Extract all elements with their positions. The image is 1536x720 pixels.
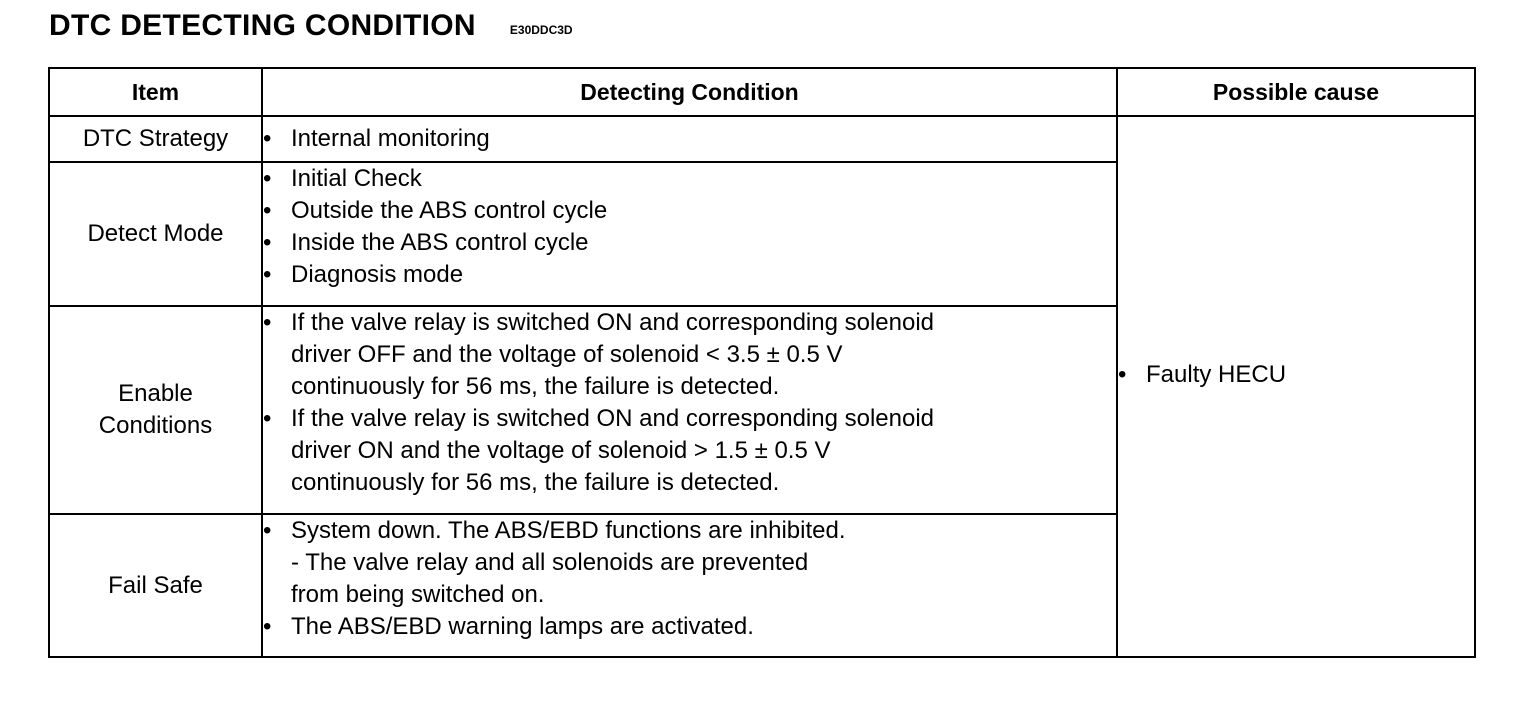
item-cell-dtc-strategy: DTC Strategy — [49, 116, 262, 162]
column-header-item: Item — [49, 68, 262, 116]
condition-item: • Outside the ABS control cycle — [263, 195, 1116, 227]
item-label-line: Enable — [118, 380, 193, 407]
condition-cell-dtc-strategy — [262, 116, 1117, 162]
possible-cause-cell — [1117, 116, 1475, 657]
condition-cell-enable-conditions — [262, 306, 1117, 514]
column-header-possible-cause: Possible cause — [1117, 68, 1475, 116]
condition-list — [263, 163, 1116, 291]
condition-item — [263, 403, 1116, 499]
condition-list — [263, 515, 1116, 643]
condition-line: driver ON and the voltage of solenoid > 1.5 ± 0.5 V — [291, 437, 831, 464]
condition-item: • Diagnosis mode — [263, 259, 1116, 291]
condition-line: • System down. The ABS/EBD functions are inhibited. — [291, 517, 846, 544]
possible-cause-text: • Faulty HECU — [1118, 359, 1474, 391]
condition-item — [263, 307, 1116, 403]
table-header-row — [49, 68, 1475, 116]
condition-line: from being switched on. — [291, 581, 545, 608]
condition-item: • Internal monitoring — [263, 123, 1116, 155]
condition-line: • The ABS/EBD warning lamps are activated. — [291, 613, 754, 640]
condition-line: - The valve relay and all solenoids are prevented — [291, 549, 809, 576]
condition-line: • If the valve relay is switched ON and corresponding solenoid — [291, 309, 935, 336]
table-row-dtc-strategy — [49, 116, 1475, 162]
page-title: DTC DETECTING CONDITION — [49, 9, 476, 42]
dtc-condition-table — [48, 67, 1476, 658]
condition-line: • If the valve relay is switched ON and corresponding solenoid — [291, 405, 935, 432]
condition-item — [263, 611, 1116, 643]
condition-line: continuously for 56 ms, the failure is detected. — [291, 373, 780, 400]
condition-item — [263, 515, 1116, 611]
item-label-line: Conditions — [98, 412, 213, 439]
item-cell-detect-mode: Detect Mode — [49, 162, 262, 306]
condition-cell-detect-mode — [262, 162, 1117, 306]
condition-line: continuously for 56 ms, the failure is detected. — [291, 469, 780, 496]
condition-list — [263, 123, 1116, 155]
item-cell-enable-conditions — [49, 306, 262, 514]
page-heading — [49, 6, 573, 46]
condition-list — [263, 307, 1116, 499]
condition-item: • Inside the ABS control cycle — [263, 227, 1116, 259]
condition-cell-fail-safe — [262, 514, 1117, 657]
column-header-detecting-condition: Detecting Condition — [262, 68, 1117, 116]
condition-item: • Initial Check — [263, 163, 1116, 195]
document-code: E30DDC3D — [509, 23, 573, 37]
condition-line: driver OFF and the voltage of solenoid < 3.5 ± 0.5 V — [291, 341, 843, 368]
item-cell-fail-safe: Fail Safe — [49, 514, 262, 657]
